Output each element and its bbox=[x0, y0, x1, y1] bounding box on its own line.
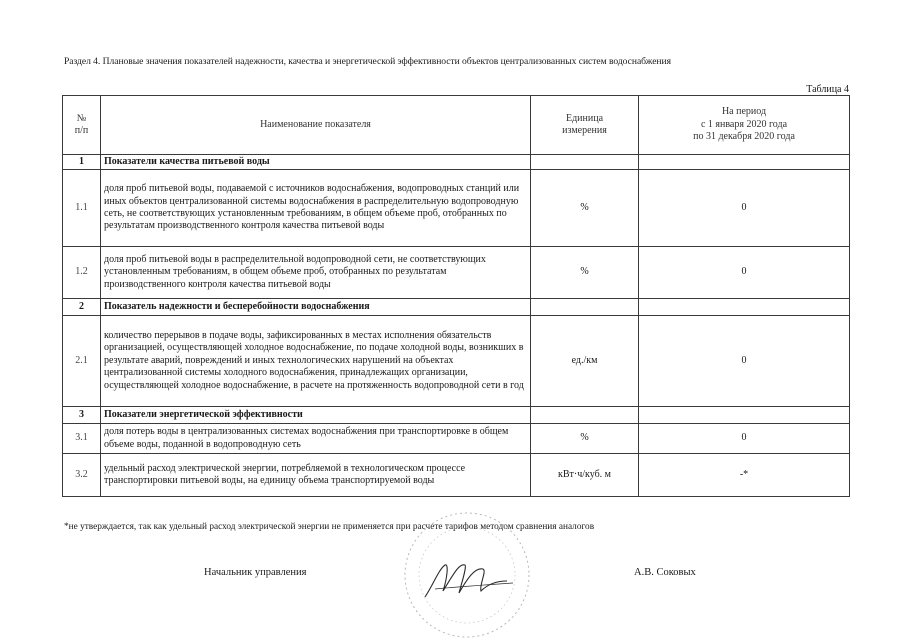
row-name: Показатели качества питьевой воды bbox=[101, 155, 531, 170]
row-num: 2 bbox=[63, 299, 101, 316]
row-num: 3 bbox=[63, 407, 101, 424]
signatory-name: А.В. Соковых bbox=[634, 567, 696, 578]
row-value: 0 bbox=[639, 316, 850, 407]
row-value: 0 bbox=[639, 170, 850, 247]
table-row bbox=[63, 170, 850, 247]
table-header-row bbox=[63, 96, 850, 155]
table-row-section bbox=[63, 407, 850, 424]
table-row-section bbox=[63, 299, 850, 316]
row-unit: % bbox=[531, 247, 639, 299]
row-name: доля потерь воды в централизованных системах водоснабжения при транспортировке в общем объеме воды, поданной в водопроводную сеть bbox=[101, 424, 531, 454]
header-period: На период с 1 января 2020 года по 31 декабря 2020 года bbox=[639, 96, 850, 155]
table-row bbox=[63, 247, 850, 299]
row-name: доля проб питьевой воды, подаваемой с источников водоснабжения, водопроводных станций или иных объектов централизованной системы водоснабжения в распределительную водопроводную сеть, не соответствующих установленным требованиям, в общем объеме проб, отобранных по результатам производственного контроля качества питьевой воды bbox=[101, 170, 531, 247]
header-name: Наименование показателя bbox=[101, 96, 531, 155]
row-unit: кВт·ч/куб. м bbox=[531, 454, 639, 497]
row-num: 1 bbox=[63, 155, 101, 170]
row-name: количество перерывов в подаче воды, зафиксированных в местах исполнения обязательств организацией, осуществляющей холодное водоснабжение, по подаче холодной воды, возникших в результате аварий, повреждений и иных технологических нарушений на объектах централизованной системы холодного водоснабжения, принадлежащих организации, осуществляющей холодное водоснабжение, в расчете на протяженность водопроводной сети в год bbox=[101, 316, 531, 407]
row-name: удельный расход электрической энергии, потребляемой в технологическом процессе транспортировки питьевой воды, на единицу объема транспортируемой воды bbox=[101, 454, 531, 497]
row-name: Показатель надежности и бесперебойности водоснабжения bbox=[101, 299, 531, 316]
table-row-section bbox=[63, 155, 850, 170]
row-num: 2.1 bbox=[63, 316, 101, 407]
row-value bbox=[639, 155, 850, 170]
row-unit bbox=[531, 155, 639, 170]
row-num: 3.1 bbox=[63, 424, 101, 454]
table-row bbox=[63, 424, 850, 454]
indicators-table bbox=[62, 95, 850, 497]
row-num: 3.2 bbox=[63, 454, 101, 497]
row-num: 1.2 bbox=[63, 247, 101, 299]
row-num: 1.1 bbox=[63, 170, 101, 247]
row-value: 0 bbox=[639, 424, 850, 454]
table-row bbox=[63, 454, 850, 497]
row-value bbox=[639, 407, 850, 424]
row-name: доля проб питьевой воды в распределительной водопроводной сети, не соответствующих установленным требованиям, в общем объеме проб, отобранных по результатам производственного контроля качества питьевой воды bbox=[101, 247, 531, 299]
header-num: № п/п bbox=[63, 96, 101, 155]
row-value: -* bbox=[639, 454, 850, 497]
row-unit: % bbox=[531, 170, 639, 247]
row-unit: ед./км bbox=[531, 316, 639, 407]
table-row bbox=[63, 316, 850, 407]
header-unit: Единица измерения bbox=[531, 96, 639, 155]
row-value: 0 bbox=[639, 247, 850, 299]
row-value bbox=[639, 299, 850, 316]
stamp-and-signature bbox=[395, 505, 535, 640]
row-unit bbox=[531, 407, 639, 424]
signatory-position: Начальник управления bbox=[204, 567, 307, 578]
section-title: Раздел 4. Плановые значения показателей надежности, качества и энергетической эффективности объектов централизованных систем водоснабжения bbox=[64, 56, 671, 67]
row-unit bbox=[531, 299, 639, 316]
footnote: *не утверждается, так как удельный расход электрической энергии не применяется при расчете тарифов методом сравнения аналогов bbox=[64, 522, 595, 532]
table-label: Таблица 4 bbox=[806, 84, 849, 95]
row-unit: % bbox=[531, 424, 639, 454]
row-name: Показатели энергетической эффективности bbox=[101, 407, 531, 424]
